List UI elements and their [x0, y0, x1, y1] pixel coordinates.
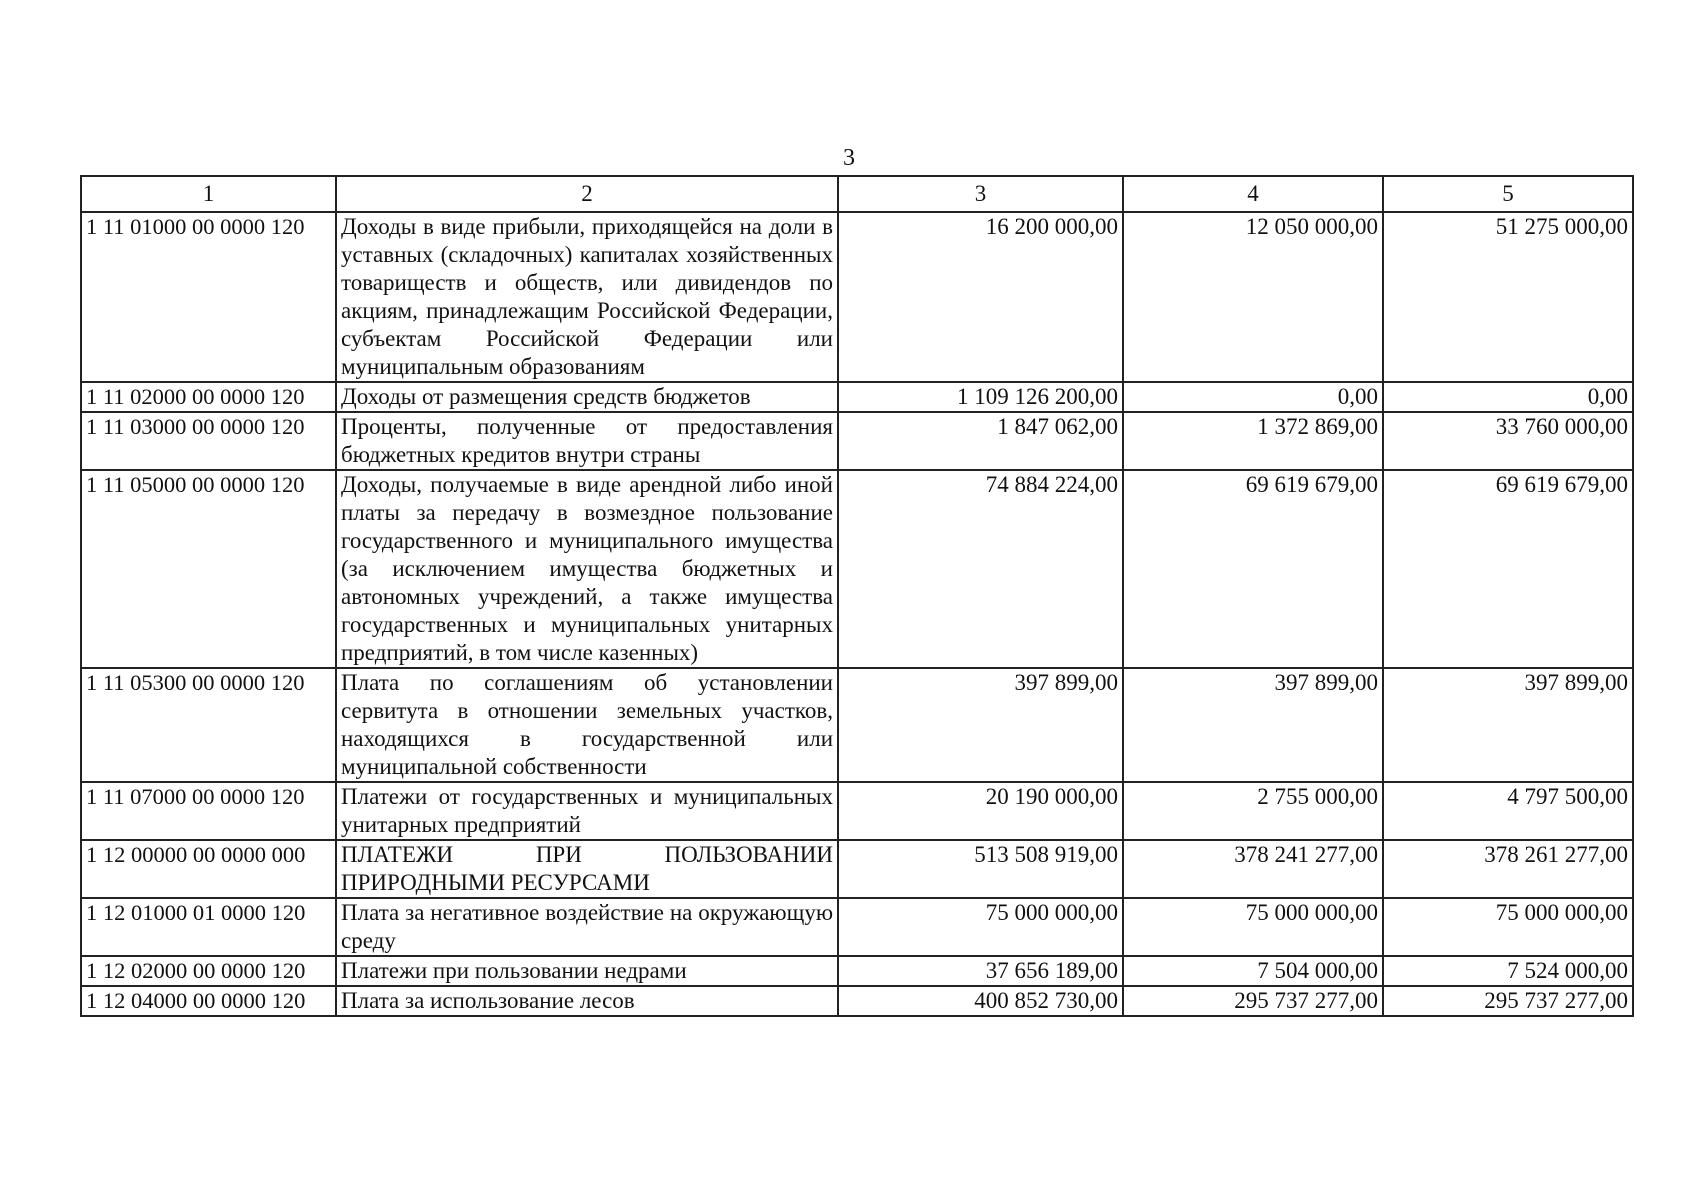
row-value-col5: 75 000 000,00: [1383, 898, 1633, 956]
table-row: [81, 782, 1633, 840]
row-code: 1 11 02000 00 0000 120: [81, 382, 336, 412]
row-value-col3: 1 847 062,00: [838, 412, 1123, 470]
row-value-col4: 397 899,00: [1123, 668, 1383, 782]
header-col-4: 4: [1123, 176, 1383, 212]
row-value-col5: 4 797 500,00: [1383, 782, 1633, 840]
row-value-col3: 20 190 000,00: [838, 782, 1123, 840]
table-row: [81, 212, 1633, 382]
row-name: Проценты, полученные от предоставления бюджетных кредитов внутри страны: [336, 412, 838, 470]
row-value-col3: 75 000 000,00: [838, 898, 1123, 956]
row-value-col3: 37 656 189,00: [838, 956, 1123, 986]
header-col-1: 1: [81, 176, 336, 212]
row-value-col3: 400 852 730,00: [838, 986, 1123, 1016]
row-value-col3: 397 899,00: [838, 668, 1123, 782]
table-row: [81, 668, 1633, 782]
header-col-3: 3: [838, 176, 1123, 212]
table-row: [81, 986, 1633, 1016]
row-code: 1 12 04000 00 0000 120: [81, 986, 336, 1016]
row-value-col4: 75 000 000,00: [1123, 898, 1383, 956]
header-row: [81, 176, 1633, 212]
header-col-5: 5: [1383, 176, 1633, 212]
row-value-col5: 33 760 000,00: [1383, 412, 1633, 470]
row-name: Доходы, получаемые в виде арендной либо иной платы за передачу в возмездное пользование государственного и муниципального имущества (за исключением имущества бюджетных и автономных учреждений, а также имущества государственных и муниципальных унитарных предприятий, в том числе казенных): [336, 470, 838, 668]
row-value-col4: 2 755 000,00: [1123, 782, 1383, 840]
header-col-2: 2: [336, 176, 838, 212]
row-name: Платежи при пользовании недрами: [336, 956, 838, 986]
table-body: [81, 212, 1633, 1016]
revenue-table: [80, 175, 1634, 1017]
row-value-col4: 12 050 000,00: [1123, 212, 1383, 382]
table-row: [81, 412, 1633, 470]
row-name: Доходы в виде прибыли, приходящейся на доли в уставных (складочных) капиталах хозяйственных товариществ и обществ, или дивидендов по акциям, принадлежащим Российской Федерации, субъектам Российской Федерации или муниципальным образованиям: [336, 212, 838, 382]
row-code: 1 11 05300 00 0000 120: [81, 668, 336, 782]
row-value-col4: 1 372 869,00: [1123, 412, 1383, 470]
row-value-col3: 16 200 000,00: [838, 212, 1123, 382]
table-row: [81, 470, 1633, 668]
row-code: 1 11 05000 00 0000 120: [81, 470, 336, 668]
row-value-col5: 69 619 679,00: [1383, 470, 1633, 668]
row-value-col4: 378 241 277,00: [1123, 840, 1383, 898]
row-name: Доходы от размещения средств бюджетов: [336, 382, 838, 412]
row-name: Платежи от государственных и муниципальных унитарных предприятий: [336, 782, 838, 840]
table-header: [81, 176, 1633, 212]
row-code: 1 12 01000 01 0000 120: [81, 898, 336, 956]
row-code: 1 11 03000 00 0000 120: [81, 412, 336, 470]
row-value-col3: 1 109 126 200,00: [838, 382, 1123, 412]
row-value-col5: 0,00: [1383, 382, 1633, 412]
row-value-col3: 74 884 224,00: [838, 470, 1123, 668]
row-name: Плата за использование лесов: [336, 986, 838, 1016]
row-value-col5: 378 261 277,00: [1383, 840, 1633, 898]
row-value-col4: 69 619 679,00: [1123, 470, 1383, 668]
row-value-col4: 295 737 277,00: [1123, 986, 1383, 1016]
row-value-col5: 51 275 000,00: [1383, 212, 1633, 382]
row-code: 1 11 07000 00 0000 120: [81, 782, 336, 840]
table-row: [81, 840, 1633, 898]
row-value-col5: 7 524 000,00: [1383, 956, 1633, 986]
row-name: Плата по соглашениям об установлении сервитута в отношении земельных участков, находящихся в государственной или муниципальной собственности: [336, 668, 838, 782]
row-code: 1 12 02000 00 0000 120: [81, 956, 336, 986]
row-name: Плата за негативное воздействие на окружающую среду: [336, 898, 838, 956]
row-name: ПЛАТЕЖИ ПРИ ПОЛЬЗОВАНИИ ПРИРОДНЫМИ РЕСУРСАМИ: [336, 840, 838, 898]
table-row: [81, 382, 1633, 412]
page-number-text: 3: [843, 145, 855, 171]
row-value-col4: 0,00: [1123, 382, 1383, 412]
page-number: [0, 144, 1698, 172]
row-value-col3: 513 508 919,00: [838, 840, 1123, 898]
row-value-col4: 7 504 000,00: [1123, 956, 1383, 986]
row-value-col5: 397 899,00: [1383, 668, 1633, 782]
row-code: 1 11 01000 00 0000 120: [81, 212, 336, 382]
table-row: [81, 956, 1633, 986]
table-row: [81, 898, 1633, 956]
row-value-col5: 295 737 277,00: [1383, 986, 1633, 1016]
row-code: 1 12 00000 00 0000 000: [81, 840, 336, 898]
